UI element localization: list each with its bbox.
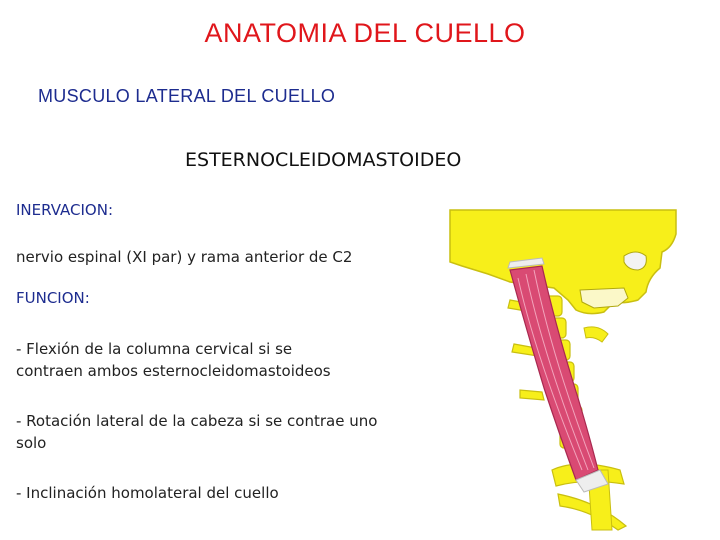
slide-title: ANATOMIA DEL CUELLO xyxy=(204,18,526,48)
innervation-text: nervio espinal (XI par) y rama anterior de C2 xyxy=(16,248,353,266)
function-item-3: - Inclinación homolateral del cuello xyxy=(16,484,279,502)
innervation-label: INERVACION: xyxy=(16,201,114,219)
neck-anatomy-illustration xyxy=(448,208,684,534)
jaw-shape xyxy=(580,288,628,308)
hyoid-shape xyxy=(584,327,608,342)
function-item-1: - Flexión de la columna cervical si se contraen ambos esternocleidomastoideos xyxy=(16,340,331,380)
function-label: FUNCION: xyxy=(16,289,90,307)
muscle-name-heading: ESTERNOCLEIDOMASTOIDEO xyxy=(185,149,462,171)
function-item-2: - Rotación lateral de la cabeza si se contrae uno solo xyxy=(16,412,378,452)
section-subtitle: MUSCULO LATERAL DEL CUELLO xyxy=(38,86,336,106)
